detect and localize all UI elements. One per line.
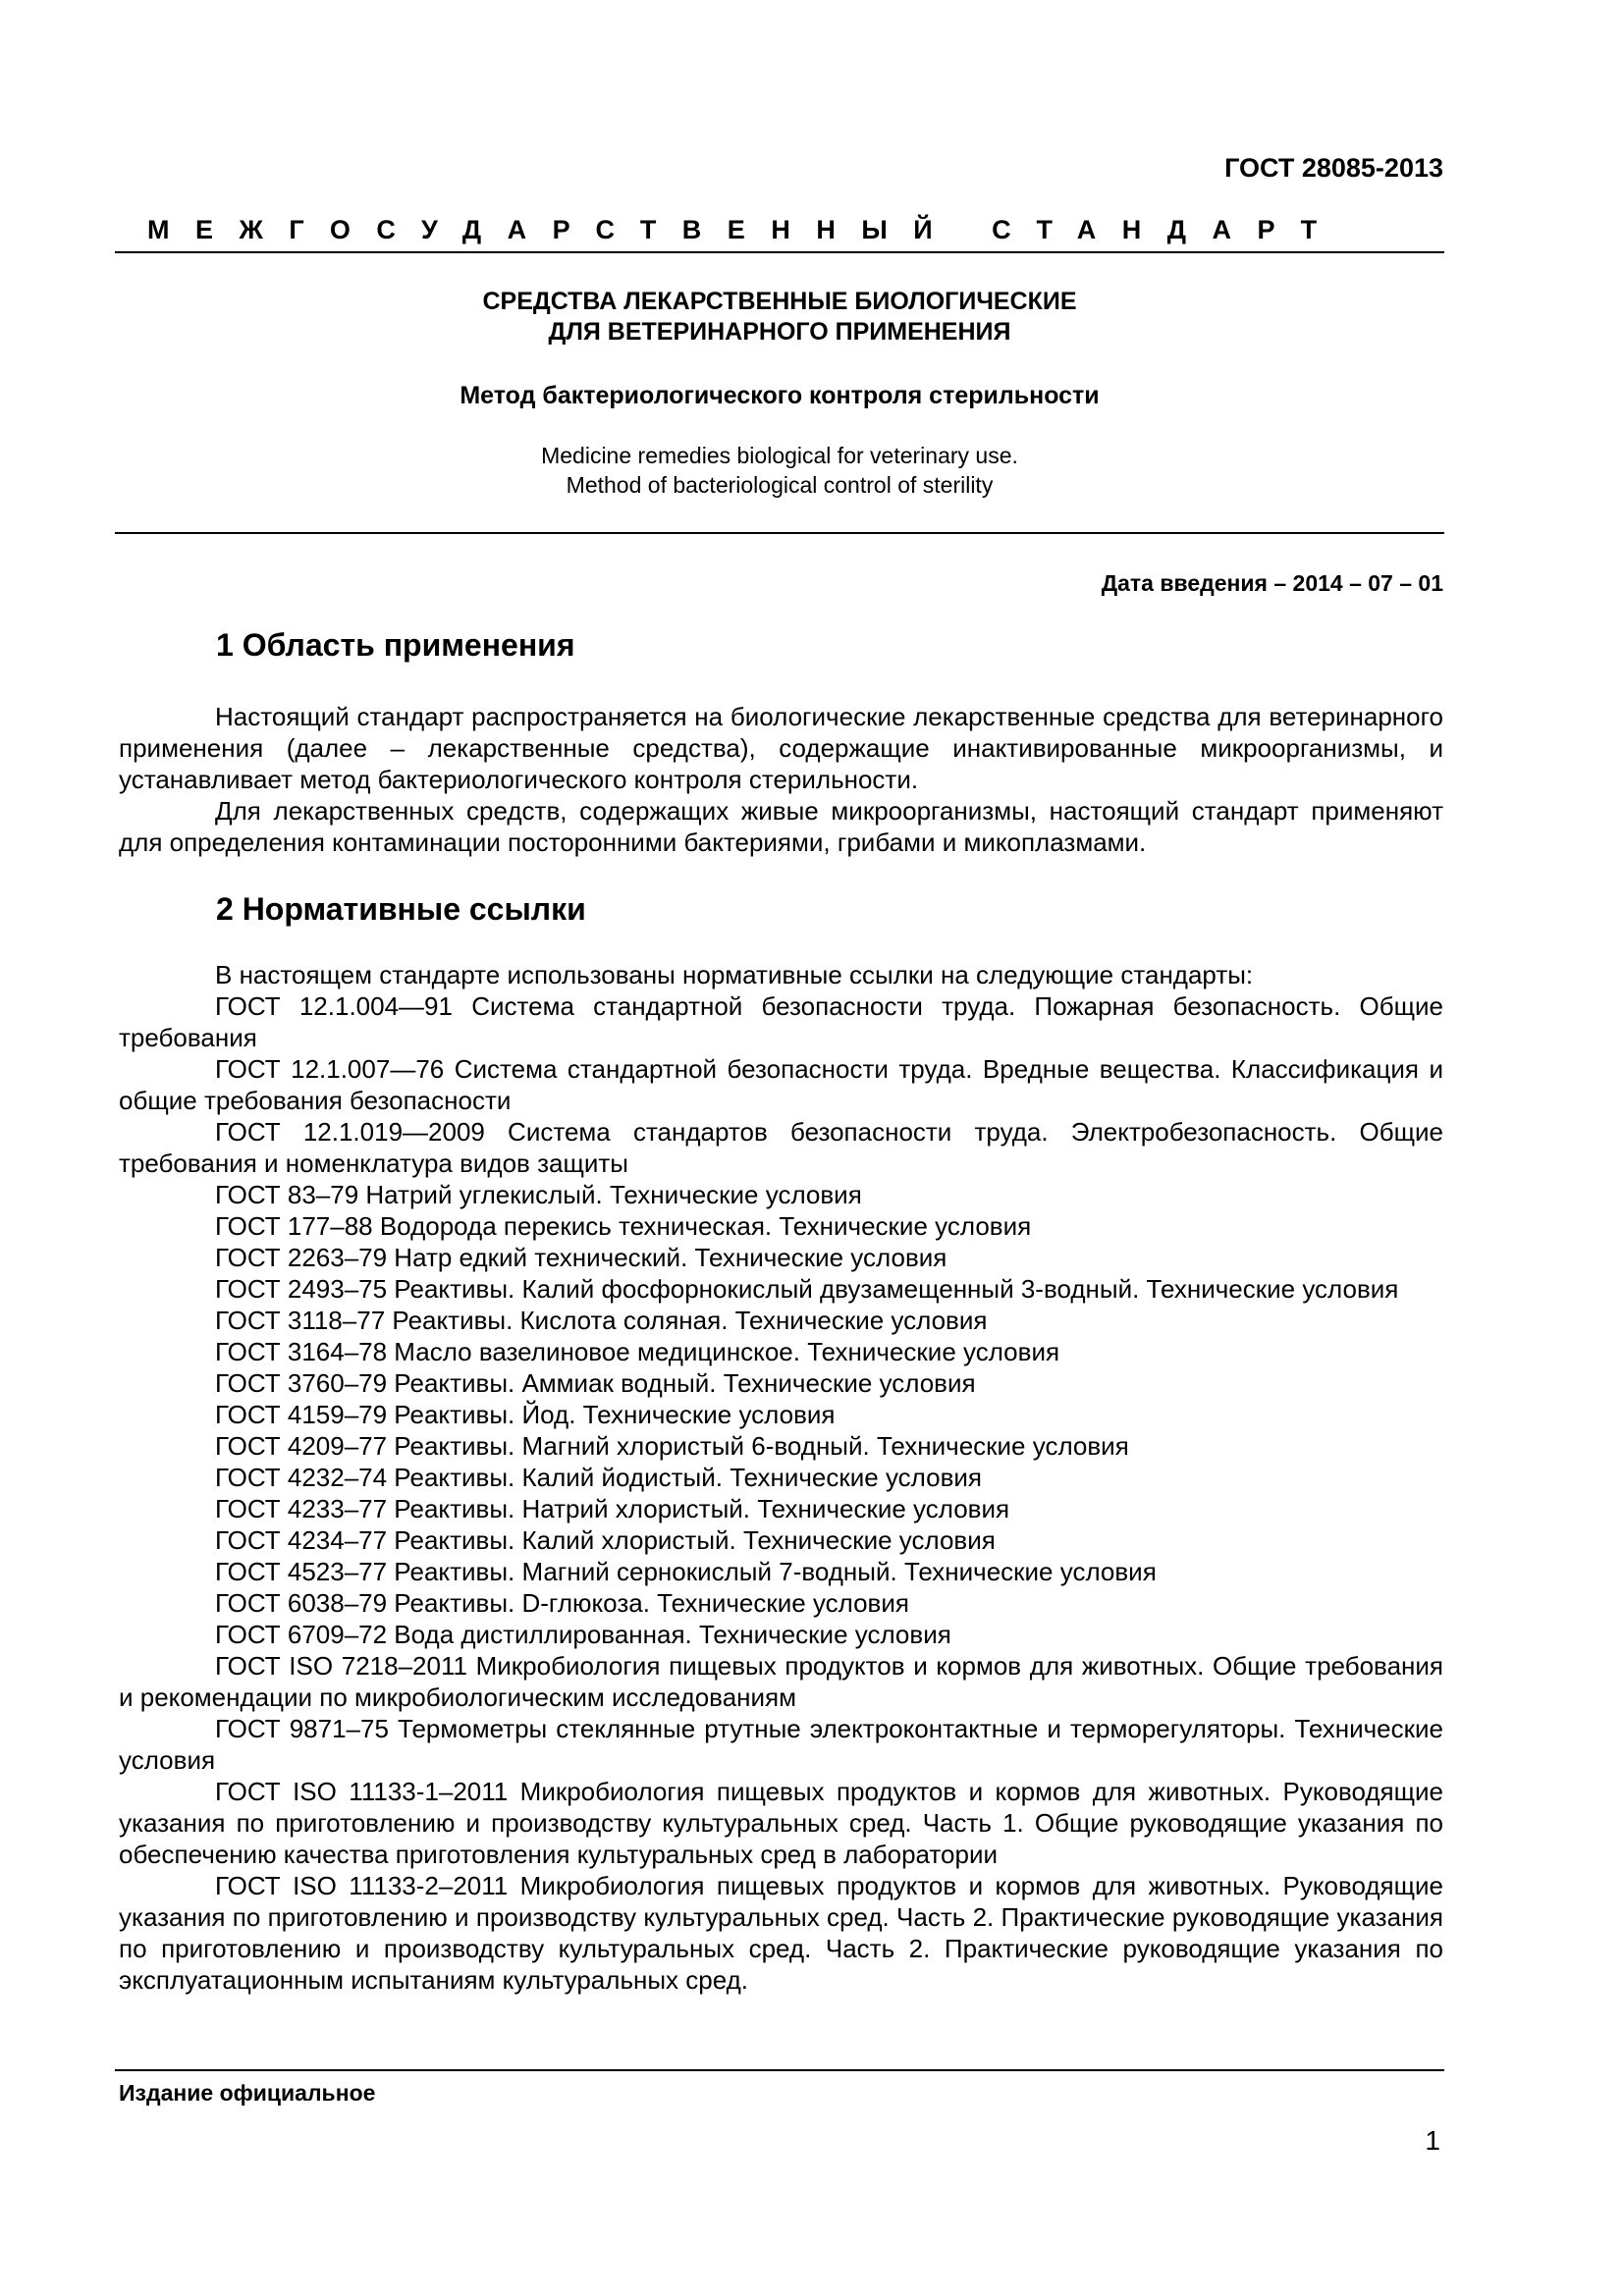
- reference-item: ГОСТ 3760–79 Реактивы. Аммиак водный. Технические условия: [215, 1368, 976, 1398]
- reference-item: ГОСТ 3164–78 Масло вазелиновое медицинское. Технические условия: [215, 1337, 1060, 1366]
- official-edition-label: Издание официальное: [119, 2080, 376, 2106]
- reference-item: ГОСТ 12.1.004—91 Система стандартной безопасности труда. Пожарная безопасность. Общие требования: [119, 991, 1443, 1052]
- section-heading-references: 2 Нормативные ссылки: [216, 891, 586, 927]
- reference-item: ГОСТ ISO 11133-2–2011 Микробиология пищевых продуктов и кормов для животных. Руководящие указания по приготовлению и производству культуральных сред. Часть 2. Практические руководящие указания по приготовлению и производству культуральных сред. Часть 2. Практические руководящие указания по эксплуатационным испытаниям культуральных сред.: [119, 1871, 1443, 1995]
- reference-item: ГОСТ 3118–77 Реактивы. Кислота соляная. Технические условия: [215, 1306, 988, 1335]
- divider-footer: [115, 2069, 1444, 2071]
- section-body-scope: [119, 701, 1443, 858]
- document-title: [115, 287, 1444, 347]
- paragraph: Для лекарственных средств, содержащих живые микроорганизмы, настоящий стандарт применяют для определения контаминации посторонними бактериями, грибами и микоплазмами.: [119, 796, 1443, 857]
- divider-top: [115, 251, 1444, 253]
- reference-item: ГОСТ 4232–74 Реактивы. Калий йодистый. Технические условия: [215, 1463, 983, 1492]
- reference-item: ГОСТ 4159–79 Реактивы. Йод. Технические условия: [215, 1400, 836, 1429]
- reference-item: ГОСТ 4233–77 Реактивы. Натрий хлористый. Технические условия: [215, 1494, 1010, 1523]
- document-code: ГОСТ 28085-2013: [1224, 153, 1443, 183]
- title-line-2: ДЛЯ ВЕТЕРИНАРНОГО ПРИМЕНЕНИЯ: [548, 318, 1011, 346]
- reference-item: ГОСТ 177–88 Водорода перекись техническая. Технические условия: [215, 1211, 1032, 1241]
- reference-item: ГОСТ 2263–79 Натр едкий технический. Технические условия: [215, 1243, 947, 1272]
- divider-title: [115, 532, 1444, 534]
- reference-item: ГОСТ 4523–77 Реактивы. Магний сернокислый 7-водный. Технические условия: [215, 1557, 1157, 1586]
- reference-item: ГОСТ 83–79 Натрий углекислый. Технические условия: [215, 1180, 862, 1209]
- reference-item: ГОСТ ISO 11133-1–2011 Микробиология пищевых продуктов и кормов для животных. Руководящие указания по приготовлению и производству культуральных сред. Часть 1. Общие руководящие указания по обеспечению качества приготовления культуральных сред в лаборатории: [119, 1777, 1443, 1869]
- reference-item: ГОСТ 4209–77 Реактивы. Магний хлористый 6-водный. Технические условия: [215, 1431, 1129, 1461]
- reference-item: ГОСТ 12.1.007—76 Система стандартной безопасности труда. Вредные вещества. Классификация и общие требования безопасности: [119, 1054, 1443, 1115]
- reference-item: ГОСТ ISO 7218–2011 Микробиология пищевых продуктов и кормов для животных. Общие требования и рекомендации по микробиологическим исследованиям: [119, 1651, 1443, 1712]
- reference-item: ГОСТ 9871–75 Термометры стеклянные ртутные электроконтактные и терморегуляторы. Технические условия: [119, 1714, 1443, 1775]
- introduction-date: Дата введения – 2014 – 07 – 01: [1101, 570, 1443, 596]
- reference-item: ГОСТ 4234–77 Реактивы. Калий хлористый. Технические условия: [215, 1525, 996, 1555]
- paragraph: Настоящий стандарт распространяется на биологические лекарственные средства для ветеринарного применения (далее – лекарственные средства), содержащие инактивированные микроорганизмы, и устанавливает метод бактериологического контроля стерильности.: [119, 702, 1443, 794]
- reference-item: ГОСТ 6038–79 Реактивы. D-глюкоза. Технические условия: [215, 1588, 909, 1618]
- standard-type: МЕЖГОСУДАРСТВЕННЫЙ СТАНДАРТ: [147, 215, 1343, 244]
- document-subtitle: Метод бактериологического контроля стерильности: [460, 382, 1100, 409]
- section-heading-scope: 1 Область применения: [216, 627, 575, 663]
- reference-item: ГОСТ 2493–75 Реактивы. Калий фосфорнокислый двузамещенный 3-водный. Технические условия: [215, 1274, 1399, 1304]
- english-title: [115, 441, 1444, 500]
- paragraph: В настоящем стандарте использованы нормативные ссылки на следующие стандарты:: [215, 960, 1254, 989]
- section-body-references: [119, 959, 1443, 1996]
- english-title-line-2: Method of bacteriological control of sterility: [566, 472, 994, 498]
- page-number: 1: [1425, 2125, 1440, 2156]
- title-line-1: СРЕДСТВА ЛЕКАРСТВЕННЫЕ БИОЛОГИЧЕСКИЕ: [482, 288, 1077, 315]
- reference-item: ГОСТ 12.1.019—2009 Система стандартов безопасности труда. Электробезопасность. Общие требования и номенклатура видов защиты: [119, 1117, 1443, 1178]
- english-title-line-1: Medicine remedies biological for veterinary use.: [541, 443, 1018, 468]
- reference-item: ГОСТ 6709–72 Вода дистиллированная. Технические условия: [215, 1620, 951, 1649]
